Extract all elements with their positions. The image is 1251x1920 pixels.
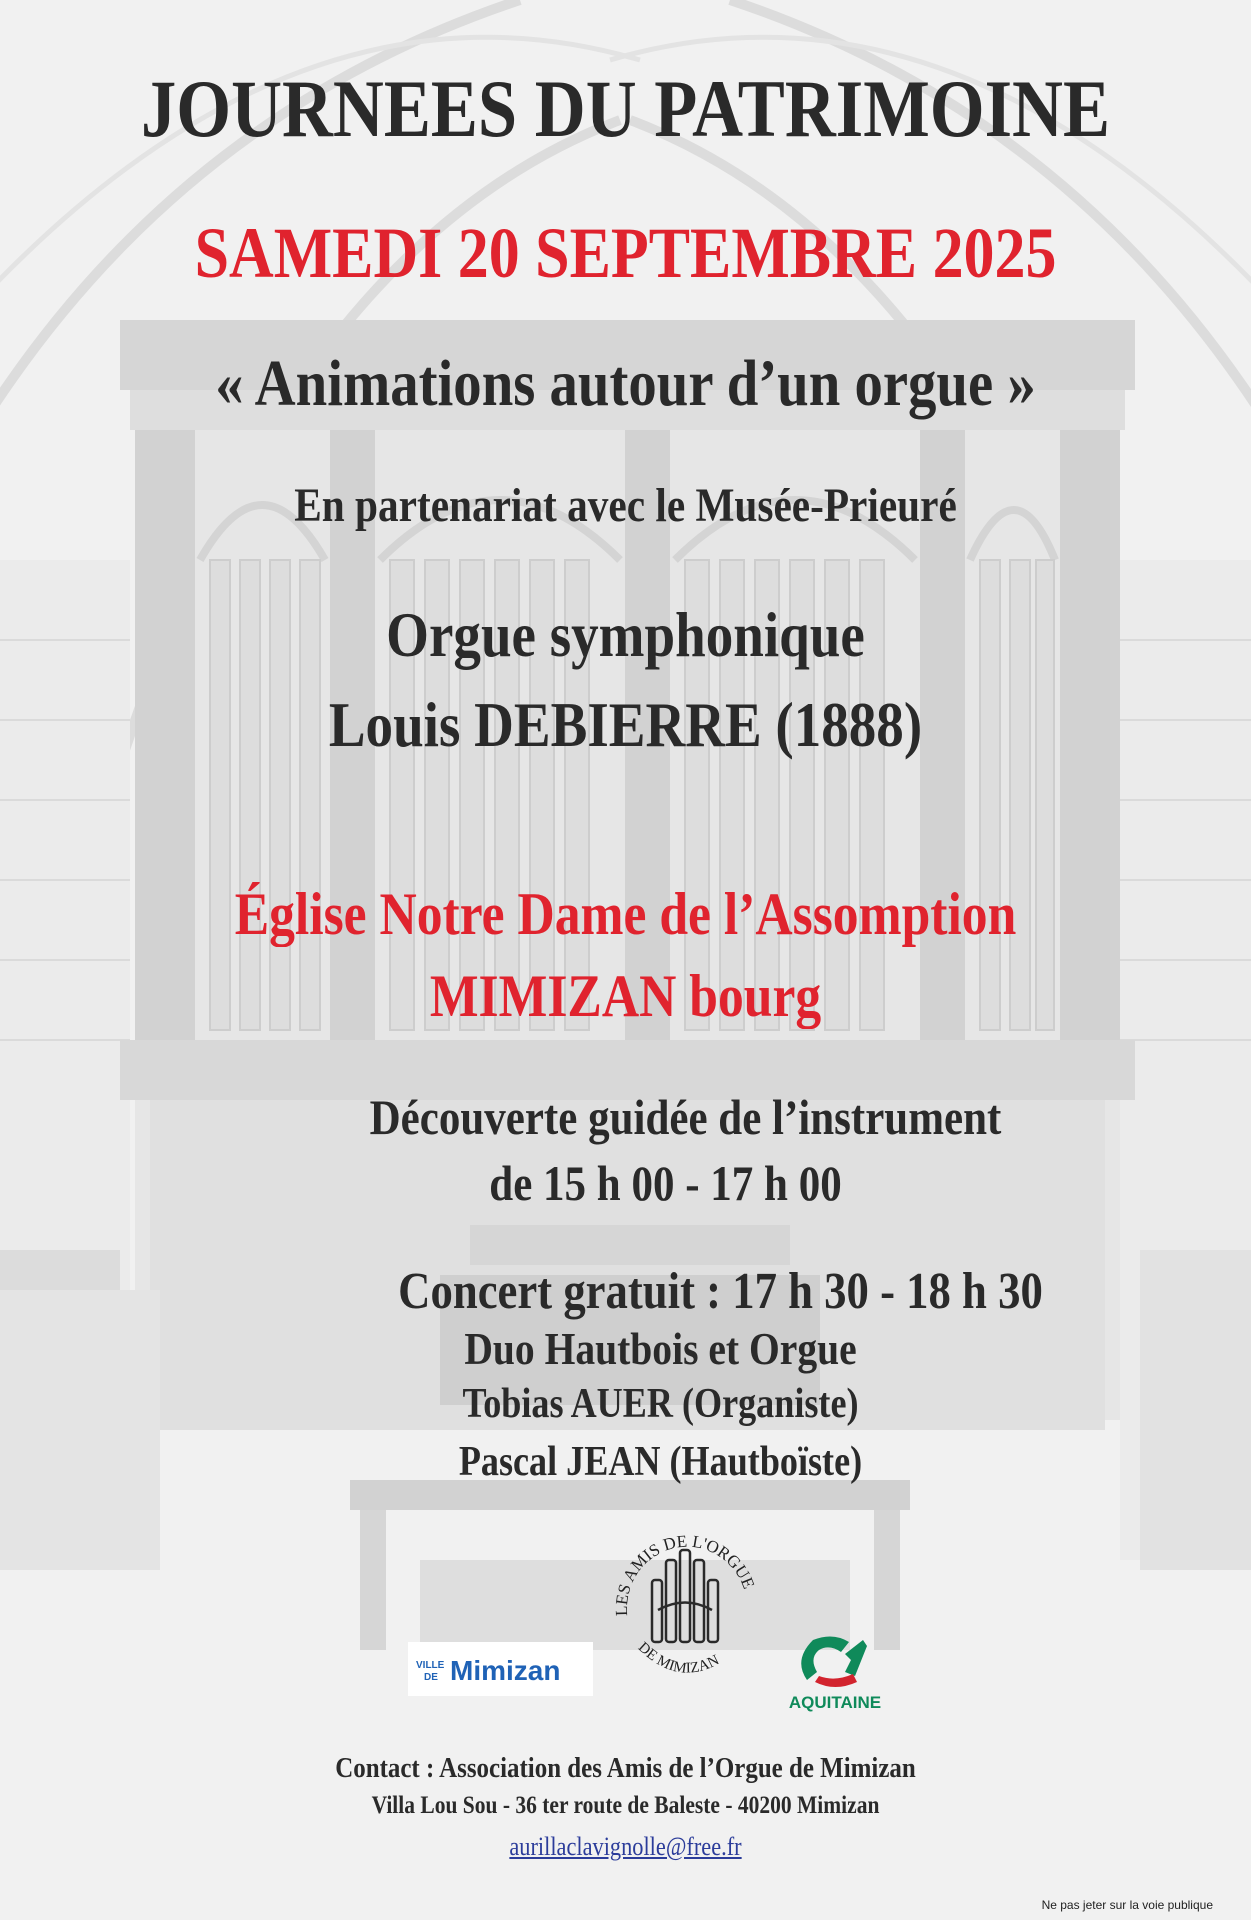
contact-email-line xyxy=(88,1832,1164,1862)
contact-association: Contact : Association des Amis de l’Orgue de Mimizan xyxy=(335,1752,916,1784)
discovery-time: de 15 h 00 - 17 h 00 xyxy=(489,1155,842,1211)
litter-notice: Ne pas jeter sur la voie publique xyxy=(1041,1898,1213,1912)
ville-de-label: DE xyxy=(424,1672,438,1683)
discovery-title: Découverte guidée de l’instrument xyxy=(369,1089,1002,1145)
ville-name: Mimizan xyxy=(450,1655,561,1686)
partnership-text: En partenariat avec le Musée-Prieuré xyxy=(294,479,957,532)
amis-orgue-logo xyxy=(600,1490,770,1710)
event-subtitle: « Animations autour d’un orgue » xyxy=(215,347,1036,420)
church-location: MIMIZAN bourg xyxy=(429,963,822,1029)
bank-region: AQUITAINE xyxy=(788,1693,882,1712)
organ-builder: Louis DEBIERRE (1888) xyxy=(328,689,923,760)
credit-agricole-logo xyxy=(775,1632,895,1714)
performer-organist: Tobias AUER (Organiste) xyxy=(462,1381,859,1427)
church-name: Église Notre Dame de l’Assomption xyxy=(234,881,1017,947)
organ-pipes-icon xyxy=(652,1550,718,1642)
ville-label: VILLE xyxy=(416,1660,445,1671)
concert-duo: Duo Hautbois et Orgue xyxy=(464,1323,857,1374)
concert-time: Concert gratuit : 17 h 30 - 18 h 30 xyxy=(398,1263,1043,1320)
contact-email-link[interactable]: aurillaclavignolle@free.fr xyxy=(509,1832,742,1861)
event-date: SAMEDI 20 SEPTEMBRE 2025 xyxy=(194,213,1057,293)
amis-bottom-text: DE MIMIZAN xyxy=(634,1639,722,1677)
ville-mimizan-logo xyxy=(408,1642,593,1696)
performer-oboist: Pascal JEAN (Hautboïste) xyxy=(458,1439,863,1485)
ca-leaf-icon xyxy=(801,1636,867,1687)
event-title: JOURNEES DU PATRIMOINE xyxy=(140,63,1111,154)
contact-address: Villa Lou Sou - 36 ter route de Baleste - 40200 Mimizan xyxy=(371,1792,880,1819)
organ-type: Orgue symphonique xyxy=(386,599,865,670)
amis-arc-text: LES AMIS DE L'ORGUE xyxy=(611,1531,759,1617)
